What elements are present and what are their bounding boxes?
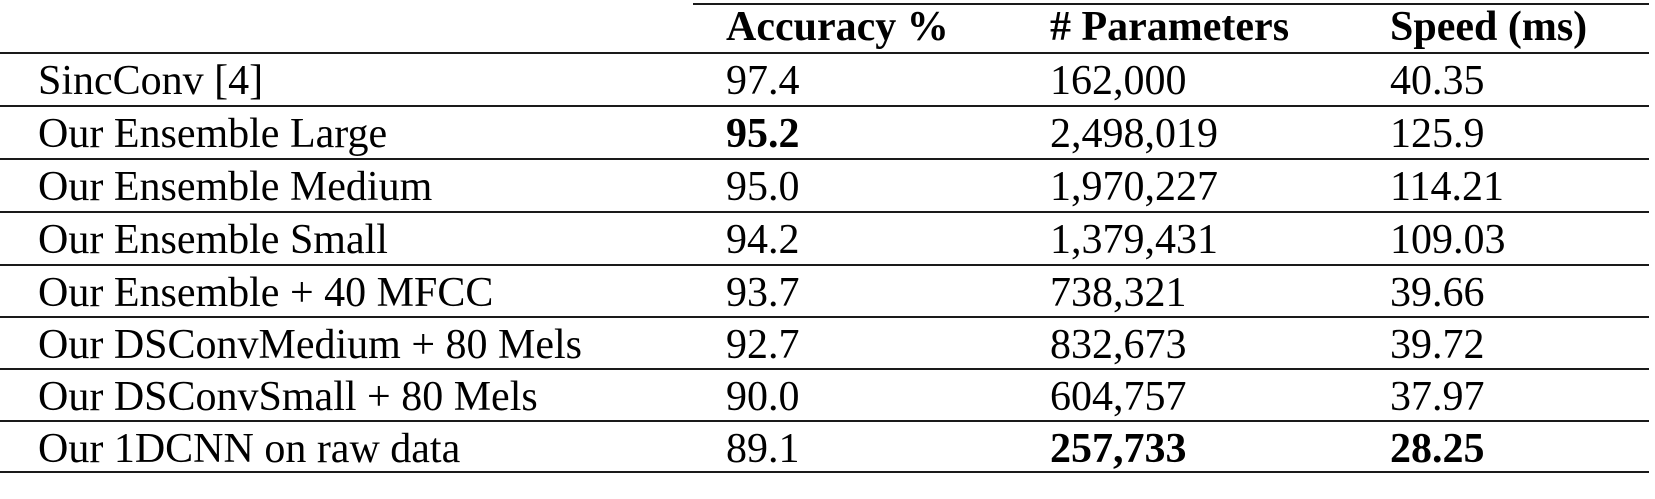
cell-parameters: 1,970,227 [1050, 164, 1218, 210]
header-speed: Speed (ms) [1390, 4, 1588, 50]
cell-parameters: 604,757 [1050, 374, 1187, 420]
table-row [0, 54, 1649, 108]
cell-parameters: 1,379,431 [1050, 217, 1218, 263]
table-row [0, 107, 1649, 161]
row-rule [0, 420, 1649, 422]
table-row [0, 213, 1649, 267]
cell-parameters: 738,321 [1050, 270, 1187, 316]
cell-model: Our Ensemble Small [38, 217, 388, 263]
cell-model: Our 1DCNN on raw data [38, 426, 461, 472]
row-rule [0, 368, 1649, 370]
cell-speed: 114.21 [1390, 164, 1504, 210]
cell-model: Our DSConvMedium + 80 Mels [38, 322, 583, 368]
cell-accuracy: 94.2 [726, 217, 800, 263]
cell-model: Our Ensemble Medium [38, 164, 433, 210]
cell-accuracy: 90.0 [726, 374, 800, 420]
cell-speed: 39.66 [1390, 270, 1485, 316]
header-row [0, 0, 1649, 54]
table-row [0, 318, 1649, 372]
header-parameters: # Parameters [1050, 4, 1290, 50]
cell-accuracy: 92.7 [726, 322, 800, 368]
table-row [0, 160, 1649, 214]
cell-accuracy: 89.1 [726, 426, 800, 472]
row-rule [0, 211, 1649, 213]
cell-speed: 39.72 [1390, 322, 1485, 368]
cell-parameters: 832,673 [1050, 322, 1187, 368]
cell-speed: 37.97 [1390, 374, 1485, 420]
header-accuracy: Accuracy % [726, 4, 949, 50]
row-rule [0, 264, 1649, 266]
table-row [0, 370, 1649, 424]
cell-parameters: 257,733 [1050, 426, 1187, 472]
cell-speed: 28.25 [1390, 426, 1485, 472]
cell-parameters: 2,498,019 [1050, 111, 1218, 157]
row-rule [0, 316, 1649, 318]
cell-speed: 125.9 [1390, 111, 1485, 157]
cell-model: Our Ensemble Large [38, 111, 388, 157]
row-rule [0, 105, 1649, 107]
cell-speed: 40.35 [1390, 58, 1485, 104]
cell-accuracy: 95.0 [726, 164, 800, 210]
table-row [0, 266, 1649, 320]
cell-model: Our Ensemble + 40 MFCC [38, 270, 494, 316]
row-rule [0, 158, 1649, 160]
cell-accuracy: 95.2 [726, 111, 800, 157]
cell-model: SincConv [4] [38, 58, 264, 104]
cell-accuracy: 93.7 [726, 270, 800, 316]
cell-parameters: 162,000 [1050, 58, 1187, 104]
table-row [0, 422, 1649, 476]
row-rule [0, 471, 1649, 473]
cell-model: Our DSConvSmall + 80 Mels [38, 374, 538, 420]
cell-speed: 109.03 [1390, 217, 1506, 263]
cell-accuracy: 97.4 [726, 58, 800, 104]
row-rule [0, 52, 1649, 54]
